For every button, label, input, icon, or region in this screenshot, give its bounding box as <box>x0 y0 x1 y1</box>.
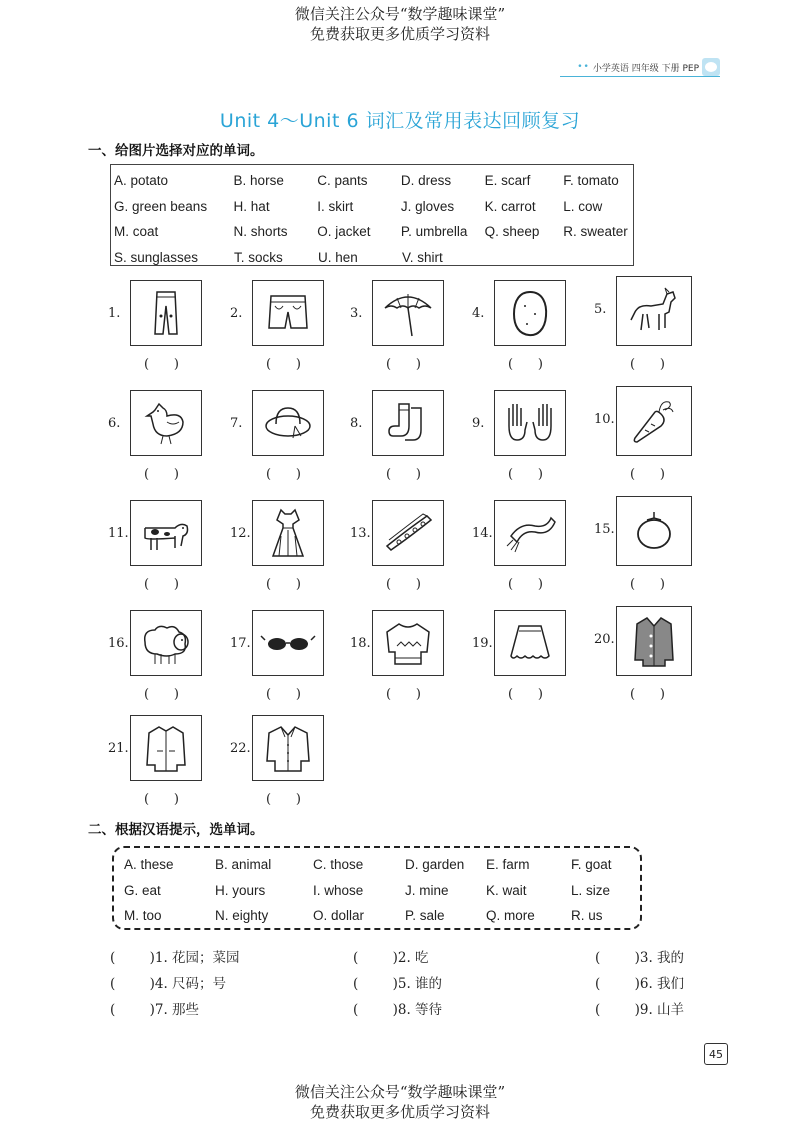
item-number: 9. <box>472 416 485 431</box>
word-option: C. pants <box>317 173 368 189</box>
picture-item <box>230 610 350 720</box>
answer-blank[interactable]: ( ) <box>144 357 179 372</box>
word-option: F. tomato <box>563 173 619 189</box>
dots-decoration: •• <box>577 62 590 72</box>
word-option: L. size <box>571 882 611 898</box>
answer-blank[interactable]: ( ) <box>508 357 543 372</box>
section1-word-box <box>110 164 634 266</box>
socks-icon <box>372 390 444 456</box>
item-number: 4. <box>472 306 485 321</box>
word-option: R. sweater <box>563 224 628 240</box>
answer-blank[interactable]: ( ) <box>630 577 665 592</box>
answer-blank[interactable]: ( ) <box>630 467 665 482</box>
word-option: N. eighty <box>215 908 269 924</box>
question-item[interactable]: ( )2. 吃 <box>353 950 429 966</box>
tomato-icon <box>616 496 692 566</box>
watermark-line1: 微信关注公众号“数学趣味课堂” <box>294 5 506 23</box>
word-option: D. dress <box>400 173 452 189</box>
answer-blank[interactable]: ( ) <box>144 467 179 482</box>
picture-item <box>350 280 470 390</box>
watermark-line2: 免费获取更多优质学习资料 <box>309 25 490 43</box>
answer-blank[interactable]: ( ) <box>386 467 421 482</box>
question-item[interactable]: ( )9. 山羊 <box>595 1002 685 1018</box>
picture-item <box>350 390 470 500</box>
item-number: 1. <box>108 306 121 321</box>
hat-icon <box>252 390 324 456</box>
word-option: K. wait <box>486 882 527 898</box>
picture-item <box>594 496 714 606</box>
answer-blank[interactable]: ( ) <box>266 687 301 702</box>
item-number: 7. <box>230 416 243 431</box>
picture-item <box>472 610 592 720</box>
picture-item <box>350 610 470 720</box>
green-beans-icon <box>372 500 444 566</box>
picture-item <box>230 715 350 825</box>
section1-title: 一、给图片选择对应的单词。 <box>88 143 264 159</box>
pants-icon <box>130 280 202 346</box>
gloves-icon <box>494 390 566 456</box>
word-row <box>124 878 640 904</box>
word-option: G. green beans <box>114 198 208 214</box>
word-option: S. sunglasses <box>114 249 199 265</box>
watermark-bottom <box>0 1082 800 1122</box>
word-option: K. carrot <box>484 198 536 214</box>
word-row <box>114 168 633 194</box>
question-row <box>110 946 690 966</box>
word-option: E. farm <box>486 857 530 873</box>
answer-blank[interactable]: ( ) <box>386 687 421 702</box>
word-row <box>114 245 633 271</box>
cow-icon <box>130 500 202 566</box>
picture-item <box>472 280 592 390</box>
section2-word-box <box>112 846 642 930</box>
item-number: 16. <box>108 636 129 651</box>
word-row <box>124 852 640 878</box>
word-option: B. animal <box>215 857 272 873</box>
word-option: I. skirt <box>317 198 354 214</box>
item-number: 12. <box>230 526 251 541</box>
word-option: F. goat <box>571 857 612 873</box>
question-item[interactable]: ( )3. 我的 <box>595 950 685 966</box>
item-number: 2. <box>230 306 243 321</box>
item-number: 5. <box>594 302 607 317</box>
word-option: I. whose <box>313 882 364 898</box>
item-number: 10. <box>594 412 615 427</box>
picture-item <box>472 500 592 610</box>
item-number: 8. <box>350 416 363 431</box>
picture-item <box>350 500 470 610</box>
word-row <box>114 219 633 245</box>
header-divider <box>560 76 720 77</box>
sweater-icon <box>372 610 444 676</box>
question-item[interactable]: ( )7. 那些 <box>110 1002 200 1018</box>
word-option: Q. sheep <box>484 224 540 240</box>
answer-blank[interactable]: ( ) <box>508 687 543 702</box>
word-option: M. too <box>124 908 162 924</box>
item-number: 18. <box>350 636 371 651</box>
word-option: H. hat <box>233 198 270 214</box>
answer-blank[interactable]: ( ) <box>266 467 301 482</box>
picture-item <box>472 390 592 500</box>
item-number: 20. <box>594 632 615 647</box>
word-row <box>124 903 640 929</box>
item-number: 3. <box>350 306 363 321</box>
word-option: D. garden <box>405 857 465 873</box>
question-item[interactable]: ( )5. 谁的 <box>353 976 443 992</box>
sunglasses-icon <box>252 610 324 676</box>
word-option: O. dollar <box>313 908 365 924</box>
shirt-icon <box>252 715 324 781</box>
carrot-icon <box>616 386 692 456</box>
question-item[interactable]: ( )4. 尺码；号 <box>110 976 227 992</box>
word-row <box>114 194 633 220</box>
answer-blank[interactable]: ( ) <box>386 357 421 372</box>
picture-item <box>108 610 228 720</box>
word-option: N. shorts <box>233 224 288 240</box>
page-title: Unit 4～Unit 6 词汇及常用表达回顾复习 <box>219 110 581 132</box>
word-option: E. scarf <box>484 173 531 189</box>
word-option: H. yours <box>215 882 266 898</box>
item-number: 22. <box>230 741 251 756</box>
section2-title: 二、根据汉语提示，选单词。 <box>88 822 264 838</box>
jacket-icon <box>130 715 202 781</box>
item-number: 13. <box>350 526 371 541</box>
word-option: M. coat <box>114 224 159 240</box>
shorts-icon <box>252 280 324 346</box>
potato-icon <box>494 280 566 346</box>
bear-icon <box>702 58 720 76</box>
word-option: G. eat <box>124 882 161 898</box>
question-item[interactable]: ( )1. 花园；菜园 <box>110 950 240 966</box>
word-option: A. these <box>124 857 174 873</box>
horse-icon <box>616 276 692 346</box>
header-badge-text: 小学英语 四年级 下册 PEP <box>592 63 699 74</box>
item-number: 21. <box>108 741 129 756</box>
watermark-line1: 微信关注公众号“数学趣味课堂” <box>294 1083 506 1101</box>
answer-blank[interactable]: ( ) <box>508 577 543 592</box>
word-option: Q. more <box>486 908 535 924</box>
picture-item <box>108 500 228 610</box>
word-option: P. sale <box>405 908 445 924</box>
answer-blank[interactable]: ( ) <box>508 467 543 482</box>
header-badge <box>577 58 720 76</box>
answer-blank[interactable]: ( ) <box>630 357 665 372</box>
item-number: 14. <box>472 526 493 541</box>
item-number: 15. <box>594 522 615 537</box>
question-row <box>110 998 690 1018</box>
picture-item <box>230 500 350 610</box>
word-option: L. cow <box>563 198 603 214</box>
skirt-icon <box>494 610 566 676</box>
coat-icon <box>616 606 692 676</box>
answer-blank[interactable]: ( ) <box>144 577 179 592</box>
question-item[interactable]: ( )6. 我们 <box>595 976 685 992</box>
answer-blank[interactable]: ( ) <box>266 577 301 592</box>
picture-item <box>594 386 714 496</box>
word-option: C. those <box>313 857 364 873</box>
picture-item <box>230 280 350 390</box>
picture-item <box>230 390 350 500</box>
picture-item <box>594 276 714 386</box>
sheep-icon <box>130 610 202 676</box>
word-option: P. umbrella <box>400 224 468 240</box>
answer-blank[interactable]: ( ) <box>630 687 665 702</box>
word-option: J. gloves <box>400 198 455 214</box>
word-option: A. potato <box>114 173 169 189</box>
word-option: T. socks <box>234 249 283 265</box>
item-number: 17. <box>230 636 251 651</box>
item-number: 6. <box>108 416 121 431</box>
watermark-line2: 免费获取更多优质学习资料 <box>309 1103 490 1121</box>
picture-item <box>108 280 228 390</box>
page-number: 45 <box>704 1043 728 1065</box>
hen-icon <box>130 390 202 456</box>
watermark-top <box>0 4 800 44</box>
answer-blank[interactable]: ( ) <box>266 792 301 807</box>
picture-item <box>594 606 714 716</box>
dress-icon <box>252 500 324 566</box>
question-item[interactable]: ( )8. 等待 <box>353 1002 443 1018</box>
word-option: J. mine <box>405 882 449 898</box>
umbrella-icon <box>372 280 444 346</box>
item-number: 11. <box>108 526 129 541</box>
answer-blank[interactable]: ( ) <box>144 687 179 702</box>
picture-item <box>108 390 228 500</box>
answer-blank[interactable]: ( ) <box>266 357 301 372</box>
answer-blank[interactable]: ( ) <box>144 792 179 807</box>
word-option: U. hen <box>318 249 358 265</box>
word-option: R. us <box>571 908 603 924</box>
scarf-icon <box>494 500 566 566</box>
picture-item <box>108 715 228 825</box>
item-number: 19. <box>472 636 493 651</box>
word-option: O. jacket <box>317 224 371 240</box>
answer-blank[interactable]: ( ) <box>386 577 421 592</box>
word-option: B. horse <box>233 173 284 189</box>
question-row <box>110 972 690 992</box>
word-option: V. shirt <box>402 249 443 265</box>
